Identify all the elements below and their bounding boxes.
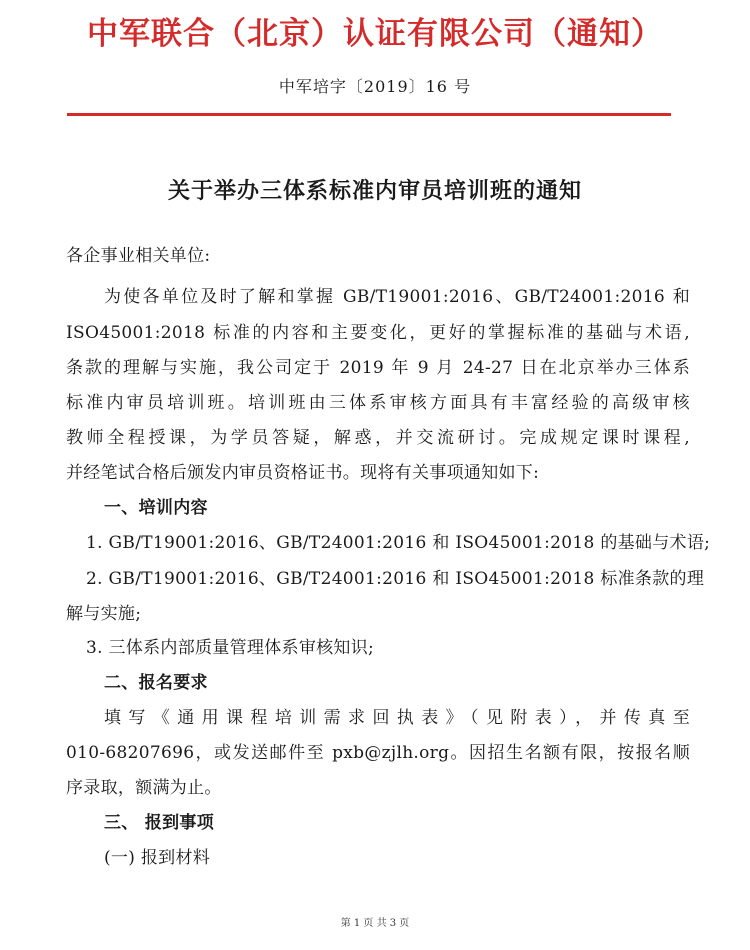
intro-line: 为使各单位及时了解和掌握 GB/T19001:2016、GB/T24001:2016 和 [104, 287, 690, 307]
subsection-heading: (一) 报到材料 [104, 848, 211, 868]
intro-line: ISO45001:2018 标准的内容和主要变化，更好的掌握标准的基础与术语, [66, 323, 690, 343]
section-heading-registration: 二、报名要求 [104, 673, 208, 693]
list-item: 2. GB/T19001:2016、GB/T24001:2016 和 ISO45001:2018 标准条款的理 [86, 569, 705, 589]
intro-line: 标准内审员培训班。培训班由三体系审核方面具有丰富经验的高级审核 [66, 393, 690, 413]
registration-line: 填写《通用课程培训需求回执表》（见附表），并传真至 [104, 708, 690, 728]
registration-line: 010-68207696，或发送邮件至 pxb@zjlh.org。因招生名额有限，按报名顺 [66, 743, 690, 763]
red-divider [67, 113, 671, 116]
intro-line: 条款的理解与实施，我公司定于 2019 年 9 月 24-27 日在北京举办三体系 [66, 358, 690, 378]
section-heading-check-in: 三、 报到事项 [104, 813, 215, 833]
document-number: 中军培字〔2019〕16 号 [278, 77, 472, 96]
list-item-continuation: 解与实施; [66, 604, 142, 624]
notice-title: 关于举办三体系标准内审员培训班的通知 [167, 179, 582, 204]
registration-line: 序录取，额满为止。 [66, 778, 222, 798]
page-footer: 第 1 页 共 3 页 [340, 918, 410, 929]
section-heading-training-content: 一、培训内容 [104, 498, 208, 518]
list-item: 1. GB/T19001:2016、GB/T24001:2016 和 ISO45001:2018 的基础与术语; [86, 533, 711, 553]
org-title: 中军联合（北京）认证有限公司（通知） [87, 16, 663, 52]
salutation: 各企事业相关单位: [66, 246, 211, 266]
intro-line: 并经笔试合格后颁发内审员资格证书。现将有关事项通知如下: [66, 463, 540, 483]
list-item: 3. 三体系内部质量管理体系审核知识; [86, 638, 375, 658]
intro-line: 教师全程授课，为学员答疑，解惑，并交流研讨。完成规定课时课程, [66, 428, 690, 448]
